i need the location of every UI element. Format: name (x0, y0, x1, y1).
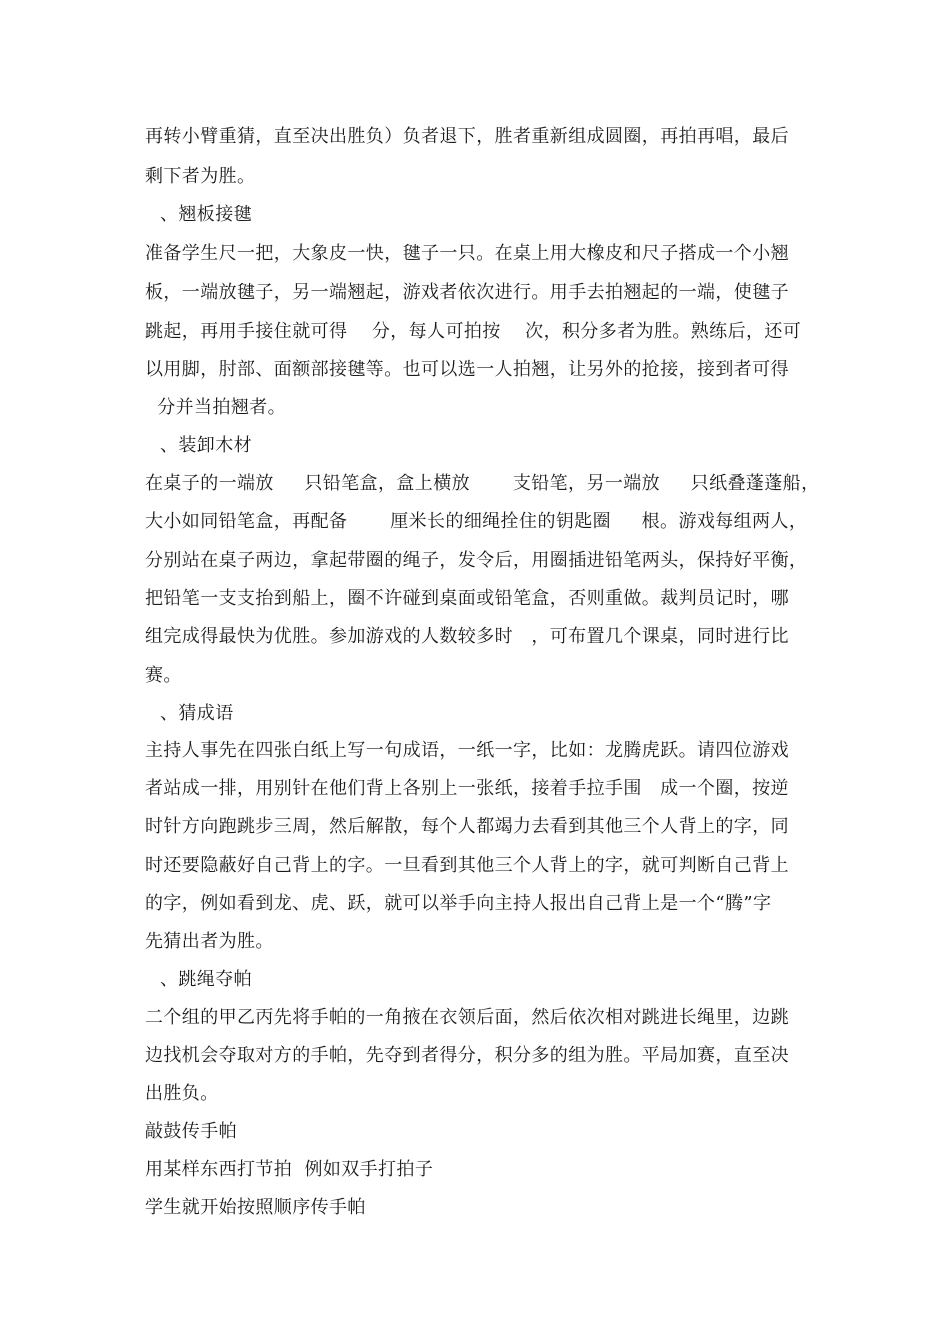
text-line: 时针方向跑跳步三周，然后解散，每个人都竭力去看到其他三个人背上的字，同 (145, 816, 789, 837)
text-line: 在桌子的一端放 只铅笔盒，盒上横放 支铅笔，另一端放 只纸叠蓬蓬船， (145, 473, 820, 494)
section-heading: 、装卸木材 (160, 435, 252, 456)
text-line: 二个组的甲乙丙先将手帕的一角掖在衣领后面，然后依次相对跳进长绳里，边跳 (145, 1007, 789, 1028)
text-line: 赛。 (145, 665, 182, 686)
section-heading: 、跳绳夺帕 (160, 969, 252, 990)
text-line: 再转小臂重猜，直至决出胜负）负者退下，胜者重新组成圆圈，再拍再唱，最后 (145, 126, 789, 147)
text-line: 出胜负。 (145, 1083, 219, 1104)
text-line: 大小如同铅笔盒，再配备 厘米长的细绳拴住的钥匙圈 根。游戏每组两人， (145, 511, 808, 532)
text-line: 敲鼓传手帕 (145, 1121, 237, 1142)
text-line: 时还要隐蔽好自己背上的字。一旦看到其他三个人背上的字，就可判断自己背上 (145, 855, 789, 876)
text-line: 学生就开始按照顺序传手帕 (145, 1197, 366, 1218)
text-line: 组完成得最快为优胜。参加游戏的人数较多时 ，可布置几个课桌，同时进行比 (145, 626, 789, 647)
section-heading: 、翘板接毽 (160, 204, 252, 225)
text-line: 把铅笔一支支抬到船上，圈不许碰到桌面或铅笔盒，否则重做。裁判员记时，哪 (145, 588, 789, 609)
text-line: 分别站在桌子两边，拿起带圈的绳子，发令后，用圈插进铅笔两头，保持好平衡， (145, 550, 808, 571)
text-line: 以用脚，肘部、面额部接毽等。也可以选一人拍翘，让另外的抢接，接到者可得 (145, 359, 789, 380)
section-heading: 、猜成语 (160, 703, 234, 724)
text-line: 边找机会夺取对方的手帕，先夺到者得分，积分多的组为胜。平局加赛，直至决 (145, 1045, 789, 1066)
text-line: 准备学生尺一把，大象皮一快，毽子一只。在桌上用大橡皮和尺子搭成一个小翘 (145, 243, 789, 264)
text-line: 跳起，再用手接住就可得 分，每人可拍按 次，积分多者为胜。熟练后，还可 (145, 321, 802, 342)
text-line: 先猜出者为胜。 (145, 931, 274, 952)
text-line: 剩下者为胜。 (145, 166, 256, 187)
text-line: 的字，例如看到龙、虎、跃，就可以举手向主持人报出自己背上是一个“腾”字 (145, 893, 772, 914)
text-line: 板，一端放毽子，另一端翘起，游戏者依次进行。用手去拍翘起的一端，使毽子 (145, 282, 789, 303)
text-line: 分并当拍翘者。 (145, 397, 287, 418)
text-line: 用某样东西打节拍 例如双手打拍子 (145, 1159, 434, 1180)
text-line: 主持人事先在四张白纸上写一句成语，一纸一字，比如：龙腾虎跃。请四位游戏 (145, 740, 789, 761)
text-line: 者站成一排，用别针在他们背上各别上一张纸，接着手拉手围 成一个圈，按逆 (145, 778, 789, 799)
